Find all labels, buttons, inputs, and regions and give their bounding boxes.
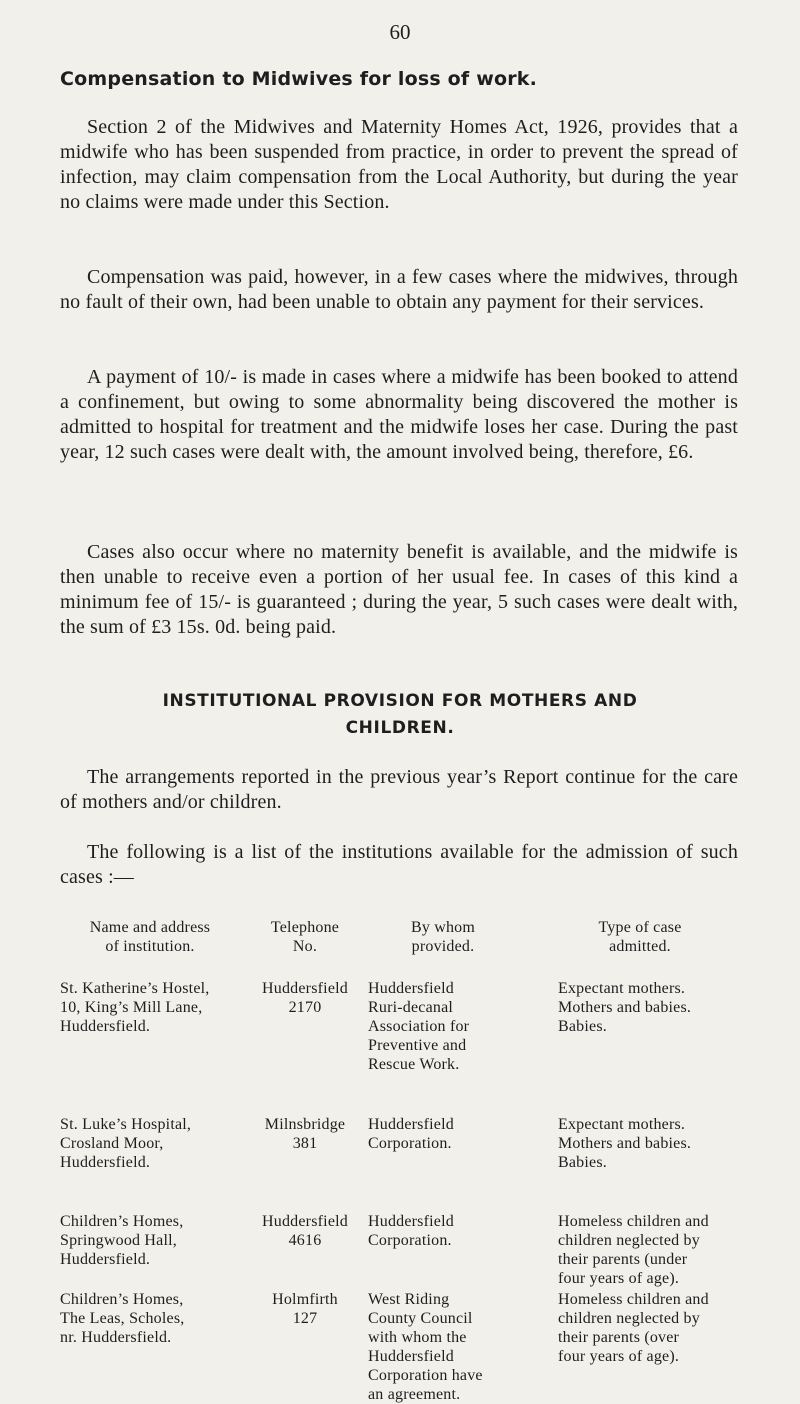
table-cell-telephone: Huddersfield 4616 — [262, 1213, 348, 1249]
paragraph-text: Compensation was paid, however, in a few cases where the midwives, through no fault of their own, had been unable to obtain any payment for their services. — [60, 266, 738, 313]
table-cell-type: Expectant mothers. Mothers and babies. Babies. — [558, 1116, 692, 1171]
table-cell-telephone: Milnsbridge 381 — [264, 1116, 346, 1152]
table-cell-type: Homeless children and children neglected by their parents (under four years of age). — [558, 1213, 709, 1287]
paragraph — [60, 840, 738, 890]
paragraph-text: The following is a list of the institutions available for the admission of such cases :— — [60, 841, 738, 888]
paragraph-text: Cases also occur where no maternity benefit is available, and the midwife is then unable to receive even a portion of her usual fee. In cases of this kind a minimum fee of 15/- is guaranteed ; during the year, 5 such cases were dealt with, the sum of £3 15s. 0d. being paid. — [60, 541, 738, 638]
table-cell-name: St. Luke’s Hospital, Crosland Moor, Huddersfield. — [60, 1116, 192, 1171]
table-cell-name: Children’s Homes, The Leas, Scholes, nr. Huddersfield. — [60, 1291, 185, 1346]
page-number: 60 — [389, 20, 411, 44]
column-header-telephone: Telephone No. — [270, 919, 340, 955]
table-cell-type: Homeless children and children neglected by their parents (over four years of age). — [558, 1291, 709, 1365]
table-cell-name: Children’s Homes, Springwood Hall, Huddersfield. — [60, 1213, 184, 1268]
table-cell-telephone: Huddersfield 2170 — [262, 980, 348, 1016]
table-cell-provider: Huddersfield Corporation. — [368, 1213, 454, 1249]
column-header-provider: By whom provided. — [410, 919, 476, 955]
table-cell-provider: Huddersfield Corporation. — [368, 1116, 454, 1152]
institutional-provision-heading — [60, 688, 740, 742]
paragraph — [60, 540, 738, 640]
paragraph-text: The arrangements reported in the previous year’s Report continue for the care of mothers and/or children. — [60, 766, 738, 813]
paragraph — [60, 115, 738, 215]
table-cell-name: St. Katherine’s Hostel, 10, King’s Mill Lane, Huddersfield. — [60, 980, 210, 1035]
heading-line: CHILDREN. — [345, 718, 455, 738]
paragraph-text: Section 2 of the Midwives and Maternity Homes Act, 1926, provides that a midwife who has been suspended from practice, in order to prevent the spread of infection, may claim compensation from the Local Authority, but during the year no claims were made under this Section. — [60, 116, 738, 213]
table-cell-provider: West Riding County Council with whom the Huddersfield Corporation have an agreement. — [368, 1291, 483, 1403]
paragraph-text: A payment of 10/- is made in cases where a midwife has been booked to attend a confinement, but owing to some abnormality being discovered the mother is admitted to hospital for treatment and the midwife loses her case. During the past year, 12 such cases were dealt with, the amount involved being, therefore, £6. — [60, 366, 738, 463]
paragraph — [60, 365, 738, 465]
table-cell-telephone: Holmfirth 127 — [272, 1291, 338, 1327]
table-cell-type: Expectant mothers. Mothers and babies. Babies. — [558, 980, 692, 1035]
column-header-name: Name and address of institution. — [89, 919, 211, 955]
heading-line: INSTITUTIONAL PROVISION FOR MOTHERS AND — [162, 691, 638, 711]
column-header-type: Type of case admitted. — [598, 919, 682, 955]
section-title: Compensation to Midwives for loss of work. — [60, 68, 538, 90]
paragraph — [60, 265, 738, 315]
paragraph — [60, 765, 738, 815]
table-cell-provider: Huddersfield Ruri-decanal Association for Preventive and Rescue Work. — [368, 980, 470, 1073]
